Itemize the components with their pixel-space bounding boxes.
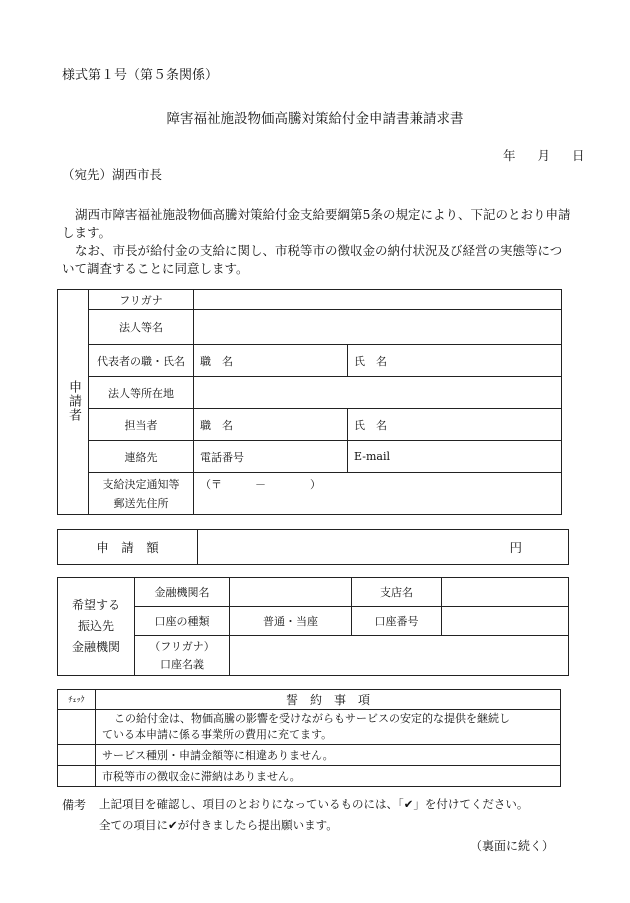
account-type-label: 口座の種類 bbox=[135, 607, 230, 636]
amount-label: 申 請 額 bbox=[58, 530, 198, 565]
branch-input[interactable] bbox=[442, 578, 569, 607]
holder-label: （フリガナ） 口座名義 bbox=[135, 636, 230, 676]
furigana-input[interactable] bbox=[194, 290, 562, 310]
postal-template: （〒 － ） bbox=[200, 478, 321, 491]
contact-person-label: 担当者 bbox=[89, 409, 194, 441]
address-input[interactable] bbox=[194, 377, 562, 409]
form-title: 障害福祉施設物価高騰対策給付金申請書兼請求書 bbox=[166, 111, 464, 127]
bank-table bbox=[57, 577, 569, 676]
notes-line-2: 全ての項目に✔が付きましたら提出願います。 bbox=[99, 818, 338, 832]
email-field[interactable] bbox=[348, 441, 562, 473]
date-year-label: 年 bbox=[503, 148, 516, 163]
account-number-input[interactable] bbox=[442, 607, 569, 636]
pledge-checkbox-1[interactable] bbox=[58, 710, 96, 745]
bank-section-label: 希望する 振込先 金融機関 bbox=[58, 578, 135, 676]
check-header: ﾁｪｯｸ bbox=[58, 690, 96, 710]
notes-line-1: 上記項目を確認し、項目のとおりになっているものには、「✔」を付けてください。 bbox=[99, 797, 529, 811]
bank-name-input[interactable] bbox=[230, 578, 352, 607]
mail-address-label: 支給決定通知等 郵送先住所 bbox=[89, 473, 194, 515]
pledge-checkbox-2[interactable] bbox=[58, 745, 96, 766]
address-label: 法人等所在地 bbox=[89, 377, 194, 409]
pledge-title: 誓 約 事 項 bbox=[96, 690, 561, 710]
date-day-label: 日 bbox=[571, 148, 585, 163]
contact-name-label: 氏 名 bbox=[354, 418, 387, 432]
branch-label: 支店名 bbox=[352, 578, 442, 607]
pledge-item-3: 市税等市の徴収金に滞納はありません。 bbox=[96, 766, 561, 787]
bank-name-label: 金融機関名 bbox=[135, 578, 230, 607]
phone-field[interactable] bbox=[194, 441, 348, 473]
applicant-section-label: 申請者 bbox=[58, 290, 89, 515]
account-type-value[interactable]: 普通・当座 bbox=[230, 607, 352, 636]
amount-table bbox=[57, 529, 569, 565]
date-month-label: 月 bbox=[537, 148, 550, 163]
rep-title-label: 職 名 bbox=[200, 354, 233, 368]
amount-unit: 円 bbox=[509, 540, 522, 555]
contact-name-field[interactable] bbox=[348, 409, 562, 441]
email-label: E-mail bbox=[354, 450, 390, 463]
pledge-checkbox-3[interactable] bbox=[58, 766, 96, 787]
pledge-table bbox=[57, 689, 561, 787]
contact-title-label: 職 名 bbox=[200, 418, 233, 432]
pledge-item-2: サービス種別・申請金額等に相違ありません。 bbox=[96, 745, 561, 766]
contact-label: 連絡先 bbox=[89, 441, 194, 473]
date-line bbox=[503, 146, 584, 164]
rep-label: 代表者の職・氏名 bbox=[89, 345, 194, 377]
continued-note: （裏面に続く） bbox=[470, 839, 555, 853]
amount-input[interactable] bbox=[198, 530, 569, 565]
holder-input[interactable] bbox=[230, 636, 569, 676]
rep-title-field[interactable] bbox=[194, 345, 348, 377]
contact-title-field[interactable] bbox=[194, 409, 348, 441]
furigana-label: フリガナ bbox=[89, 290, 194, 310]
notes-label: 備考 bbox=[62, 798, 87, 812]
rep-name-field[interactable] bbox=[348, 345, 562, 377]
rep-name-label: 氏 名 bbox=[354, 354, 387, 368]
addressee: （宛先）湖西市長 bbox=[62, 167, 163, 182]
account-number-label: 口座番号 bbox=[352, 607, 442, 636]
corp-name-label: 法人等名 bbox=[89, 310, 194, 345]
mail-address-input[interactable] bbox=[194, 473, 562, 515]
intro-paragraph-2: なお、市長が給付金の支給に関し、市税等市の徴収金の納付状況及び経営の実態等について調査することに同意します。 bbox=[62, 243, 563, 276]
form-number: 様式第１号（第５条関係） bbox=[62, 68, 219, 83]
intro-paragraph-1: 湖西市障害福祉施設物価高騰対策給付金支給要綱第5条の規定により、下記のとおり申請します。 bbox=[62, 207, 571, 240]
applicant-table bbox=[57, 289, 562, 515]
corp-name-input[interactable] bbox=[194, 310, 562, 345]
phone-label: 電話番号 bbox=[200, 450, 244, 464]
pledge-item-1: この給付金は、物価高騰の影響を受けながらもサービスの安定的な提供を継続し ている本申請に係る事業所の費用に充てます。 bbox=[96, 710, 561, 745]
